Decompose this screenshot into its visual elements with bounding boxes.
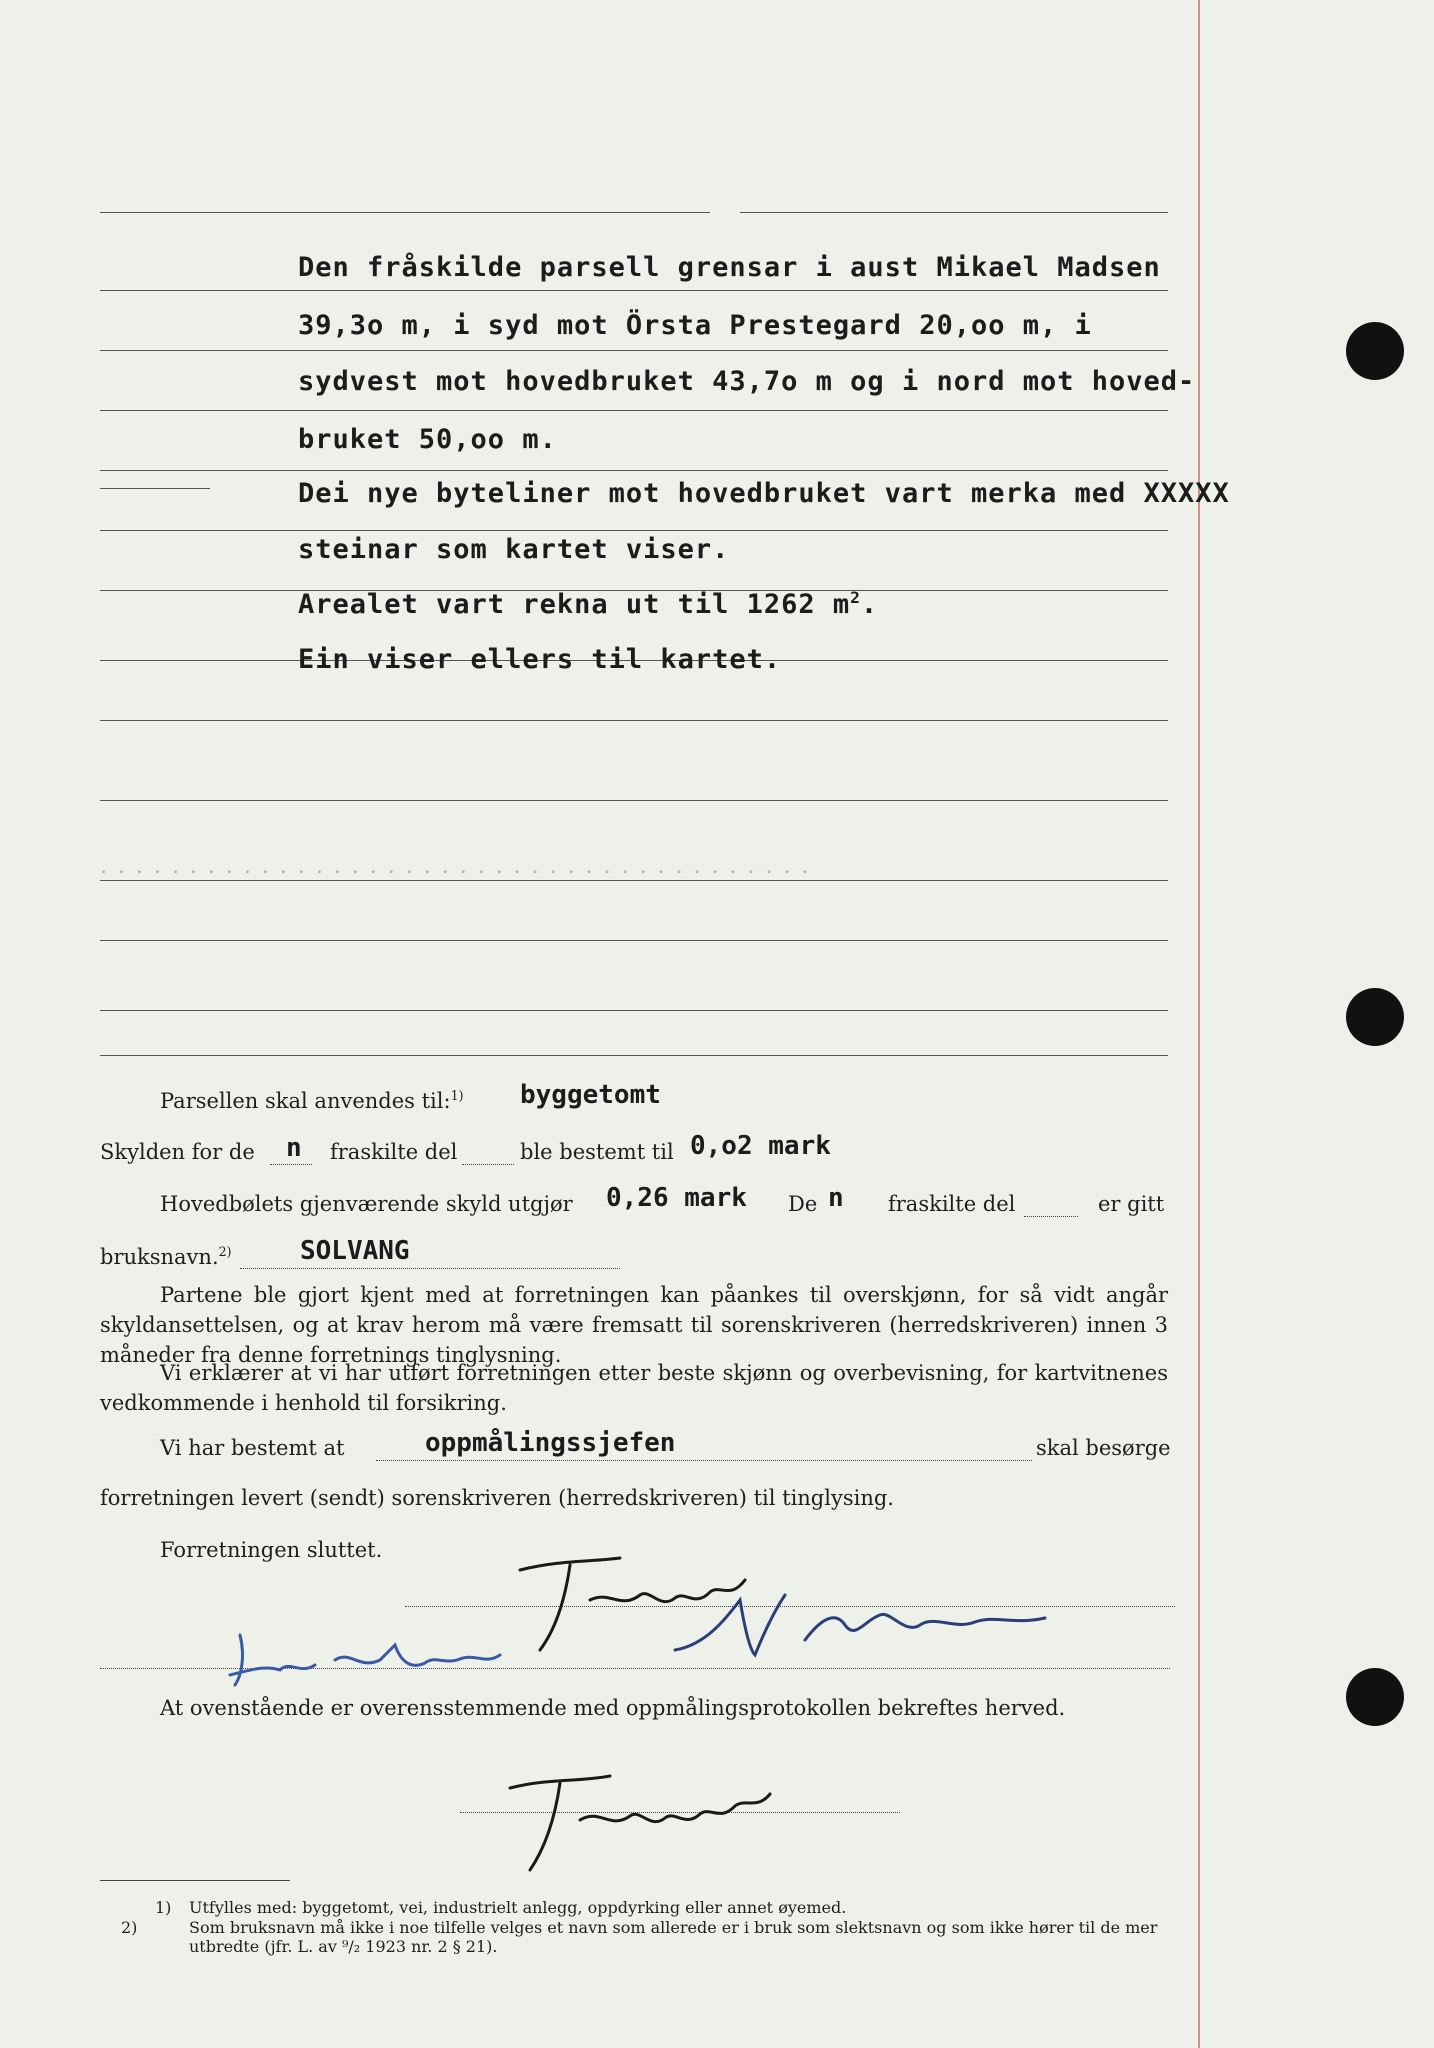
typed-line-7: Arealet vart rekna ut til 1262 $m^2$. [298, 588, 879, 620]
best-end: skal besørge [1036, 1436, 1171, 1460]
signature-4 [495, 1758, 785, 1878]
ruled-line [100, 488, 210, 489]
typed-line-6: steinar som kartet viser. [298, 534, 730, 565]
ruled-line [100, 290, 1168, 291]
ruled-line [100, 530, 1168, 531]
ruled-line [100, 410, 1168, 411]
ruled-line [100, 720, 1168, 721]
bruk-value: SOLVANG [300, 1236, 410, 1266]
ruled-line [100, 800, 1168, 801]
ruled-line [100, 350, 1168, 351]
punch-hole [1346, 322, 1404, 380]
confirm-text: At ovenstående er overensstemmende med oppmålingsprotokollen bekreftes herved. [160, 1696, 1066, 1720]
punch-hole [1346, 988, 1404, 1046]
typed-line-2: 39,3o m, i syd mot Örsta Prestegard 20,oo m, i [298, 310, 1092, 341]
ruled-line [100, 1055, 1168, 1056]
skyld-mid: fraskilte del [330, 1140, 458, 1164]
area-superscript: 2 [850, 588, 861, 607]
dotted-line [376, 1460, 1032, 1461]
dotted-line [1024, 1216, 1078, 1217]
typed-line-8: Ein viser ellers til kartet. [298, 644, 782, 675]
hoved-mid: fraskilte del [888, 1192, 1016, 1216]
parsel-value: byggetomt [520, 1080, 661, 1110]
hoved-end: er gitt [1098, 1192, 1165, 1216]
punch-hole [1346, 1668, 1404, 1726]
sluttet-text: Forretningen sluttet. [160, 1538, 383, 1562]
declaration-paragraph: Vi erklærer at vi har utført forretningen etter beste skjønn og overbevisning, for kartvitnenes vedkommende i henhold til forsikring. [100, 1361, 1168, 1415]
bruk-label: bruksnavn.$^{2)}$ [100, 1244, 232, 1269]
red-margin-line [1198, 0, 1200, 2048]
ruled-line [100, 1010, 1168, 1011]
footnote-2: 2) Som bruksnavn må ikke i noe tilfelle velges et navn som allerede er i bruk som slektsnavn og som ikke hører til de mer utbredte (jfr. L. av ⁹/₂ 1923 nr. 2 § 21). [121, 1918, 1158, 1956]
typed-line-3: sydvest mot hovedbruket 43,7o m og i nord mot hoved- [298, 366, 1196, 397]
hoved-prefix: Hovedbølets gjenværende skyld utgjør [160, 1192, 573, 1216]
ruled-line [100, 940, 1168, 941]
skyld-value: 0,o2 mark [690, 1131, 831, 1161]
best-value: oppmålingssjefen [425, 1428, 676, 1458]
bleed-through-text: . . . . . . . . . . . . . . . . . . . . . . . . . . . . . . . . . . . . . . . . [100, 854, 811, 879]
best-label: Vi har bestemt at [160, 1436, 345, 1460]
ruled-line [100, 212, 710, 213]
dotted-line [270, 1164, 312, 1165]
signature-2 [665, 1580, 1065, 1675]
hoved-value: 0,26 mark [606, 1183, 747, 1213]
typed-line-4: bruket 50,oo m. [298, 424, 557, 455]
footnote-1: 1) Utfylles med: byggetomt, vei, industrielt anlegg, oppdyrking eller annet øyemed. [155, 1898, 847, 1917]
typed-line-1: Den fråskilde parsell grensar i aust Mikael Madsen [298, 252, 1161, 283]
skyld-n: n [286, 1133, 302, 1163]
skyld-prefix: Skylden for de [100, 1140, 255, 1164]
hoved-n: n [828, 1183, 844, 1213]
ruled-line [100, 880, 1168, 881]
signature-3 [220, 1615, 510, 1690]
hoved-de: De [788, 1192, 818, 1216]
dotted-line [462, 1164, 514, 1165]
levert-text: forretningen levert (sendt) sorenskriveren (herredskriveren) til tinglysing. [100, 1486, 894, 1510]
dotted-line [240, 1268, 620, 1269]
parsel-label: Parsellen skal anvendes til:$^{1)}$ [160, 1088, 464, 1113]
ruled-line [100, 470, 1168, 471]
appeal-paragraph: Partene ble gjort kjent med at forretningen kan påankes til overskjønn, for så vidt angår skyldansettelsen, og at krav herom må være fremsatt til sorenskriveren (herredskriveren) innen 3 måneder fra denne forretnings tinglysning. [100, 1283, 1168, 1367]
skyld-mid2: ble bestemt til [520, 1140, 674, 1164]
typed-line-5: Dei nye byteliner mot hovedbruket vart merka med XXXXX [298, 478, 1230, 509]
area-text: Arealet vart rekna ut til 1262 m [298, 589, 851, 620]
footnote-divider [100, 1880, 290, 1881]
ruled-line [740, 212, 1168, 213]
